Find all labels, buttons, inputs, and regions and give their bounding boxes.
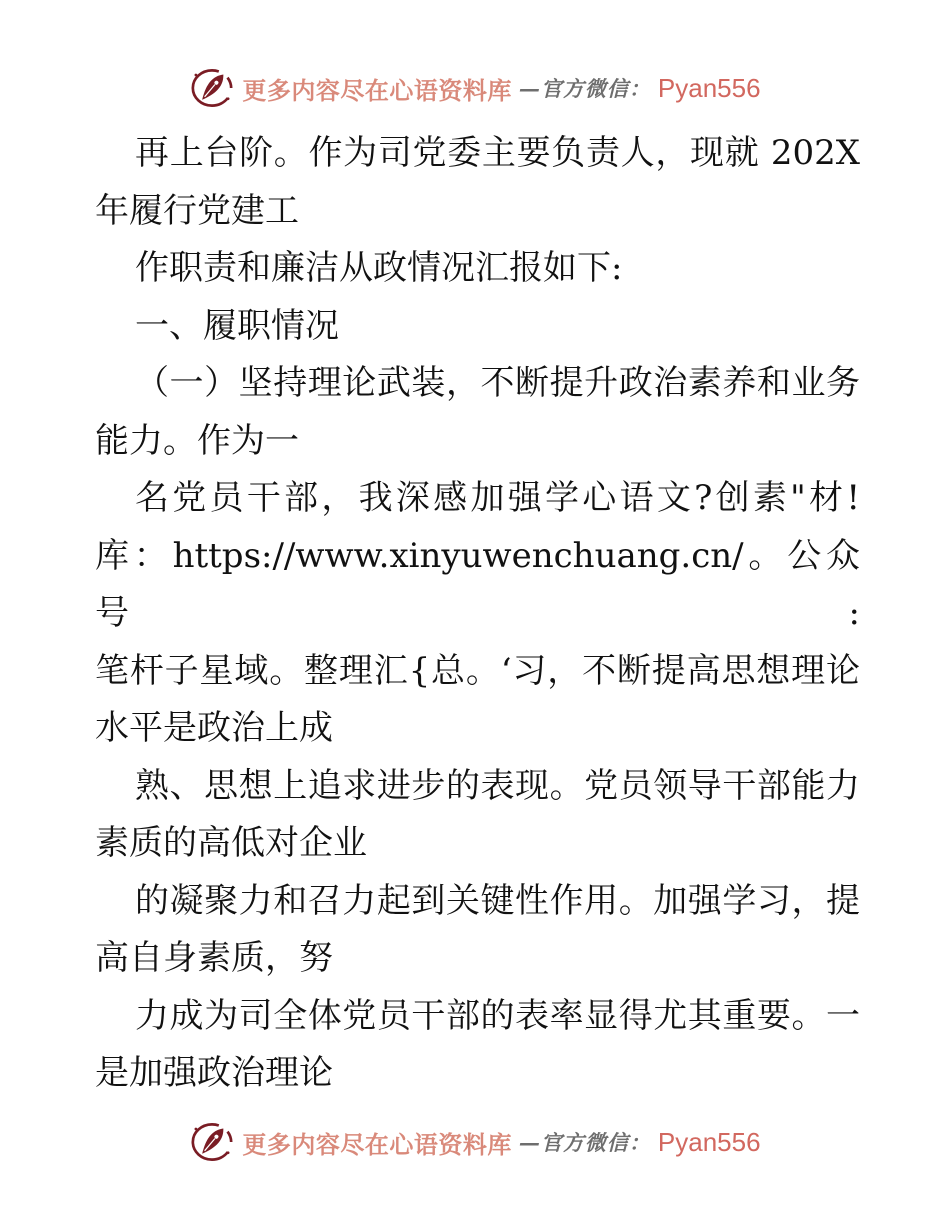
text-line: 高自身素质，努 bbox=[95, 938, 333, 978]
text-line: 再上台阶。作为司党委主要负责人，现就 202X bbox=[135, 133, 860, 173]
text-line: 库：https://www.xinyuwenchuang.cn/。公众号: bbox=[95, 535, 860, 633]
text-line: 作职责和廉洁从政情况汇报如下: bbox=[135, 248, 623, 288]
document-body bbox=[95, 125, 860, 1103]
watermark-wechat-id: Pyan556 bbox=[657, 72, 761, 103]
text-line: 一、履职情况 bbox=[135, 305, 339, 346]
text-line: 熟、思想上追求进步的表现。党员领导干部能力 bbox=[135, 765, 860, 806]
text-line: 的凝聚力和召力起到关键性作用。加强学习，提 bbox=[135, 880, 860, 921]
watermark-wechat-id: Pyan556 bbox=[657, 1126, 761, 1157]
text-line: 名党员干部，我深感加强学心语文?创素"材! bbox=[135, 478, 860, 518]
text-line: 素质的高低对企业 bbox=[95, 823, 367, 863]
text-line: 笔杆子星域。整理汇{总。‘习，不断提高思想理论 bbox=[95, 650, 860, 691]
pen-logo-icon bbox=[189, 66, 235, 110]
watermark-site-text: 更多内容尽在心语资料库 bbox=[242, 75, 512, 105]
text-line: 是加强政治理论 bbox=[95, 1053, 333, 1093]
watermark-site-text: 更多内容尽在心语资料库 bbox=[242, 1129, 512, 1159]
text-line: 水平是政治上成 bbox=[95, 708, 333, 748]
text-line: 年履行党建工 bbox=[95, 190, 299, 231]
text-line: （一）坚持理论武装，不断提升政治素养和业务 bbox=[135, 363, 860, 403]
pen-logo-icon bbox=[189, 1120, 235, 1164]
watermark-wechat-label: —官方微信： bbox=[518, 76, 651, 101]
text-line: 能力。作为一 bbox=[95, 420, 299, 461]
watermark-footer bbox=[0, 1116, 950, 1168]
watermark-header bbox=[0, 62, 950, 114]
text-line: 力成为司全体党员干部的表率显得尤其重要。一 bbox=[135, 995, 860, 1036]
watermark-wechat-label: —官方微信： bbox=[518, 1130, 651, 1155]
